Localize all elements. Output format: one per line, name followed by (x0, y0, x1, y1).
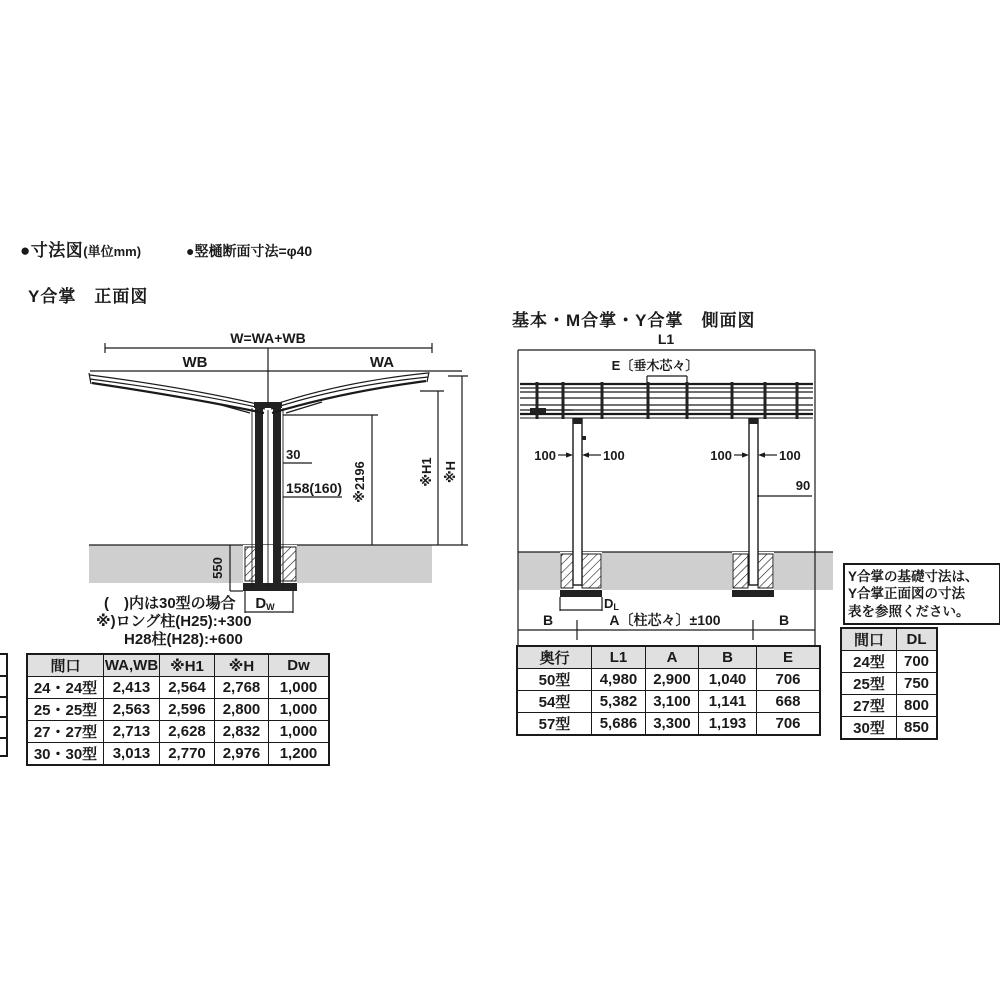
front-note-3: H28柱(H28):+600 (124, 631, 243, 648)
front-roof (89, 372, 429, 413)
front-dimension-table (26, 653, 330, 766)
col-header: ※H1 (160, 654, 215, 677)
table-row (841, 673, 937, 695)
side-dim-bab (518, 612, 815, 640)
front-dim-dw (245, 591, 293, 613)
dim-label-h1: ※H1 (419, 457, 434, 487)
col-header: WA,WB (104, 654, 160, 677)
table-cell: 27・27型 (27, 721, 104, 743)
table-cell: 2,596 (160, 699, 215, 721)
dim-label-w: W=WA+WB (230, 330, 306, 346)
table-cell: 2,770 (160, 743, 215, 766)
table-row (841, 651, 937, 673)
table-row (517, 713, 820, 736)
side-view-title: 基本・M合掌・Y合掌 側面図 (512, 311, 756, 330)
table-cell: 2,713 (104, 721, 160, 743)
table-cell: 2,800 (215, 699, 269, 721)
table-cell: 2,768 (215, 677, 269, 699)
front-dim-post (283, 447, 342, 497)
table-cell: 25・25型 (27, 699, 104, 721)
note-box-line: Y合掌正面図の寸法 (848, 586, 966, 602)
front-note-2: ※)ロング柱(H25):+300 (96, 613, 252, 630)
table-cell: 750 (897, 673, 938, 695)
table-cell: 1,193 (699, 713, 757, 736)
dim-label-90: 90 (795, 478, 811, 493)
table-cell: 50型 (517, 669, 592, 691)
col-header: 奥行 (517, 646, 592, 669)
table-cell: 800 (897, 695, 938, 717)
gutter-bracket (530, 408, 546, 413)
dim-label-l1: L1 (657, 331, 675, 347)
table-row (27, 677, 329, 699)
table-row (27, 699, 329, 721)
table-cell: 2,564 (160, 677, 215, 699)
side-dim-e (612, 358, 699, 384)
side-dim-90 (757, 478, 812, 496)
dim-label-100: 100 (779, 448, 801, 463)
table-row (27, 721, 329, 743)
table-cell: 30型 (841, 717, 897, 740)
dim-label-b-right: B (778, 612, 790, 628)
table-cell: 3,300 (646, 713, 699, 736)
col-header: Dw (269, 654, 330, 677)
foundation-note-box (843, 563, 1000, 625)
col-header: DL (897, 628, 938, 651)
table-cell: 668 (757, 691, 821, 713)
table-header-row (517, 646, 820, 669)
dim-label-dl: DL (604, 596, 619, 612)
table-cell: 706 (757, 713, 821, 736)
dim-label-h: ※H (443, 460, 458, 484)
dim-label-dw: DW (255, 595, 275, 612)
col-header: 間口 (27, 654, 104, 677)
table-row (517, 669, 820, 691)
table-cell: 1,200 (269, 743, 330, 766)
dim-label-2196: ※2196 (352, 461, 367, 503)
downpipe-note: ●竪樋断面寸法=φ40 (186, 243, 313, 259)
unit-note-main: ●寸法図 (20, 241, 84, 260)
table-row (841, 695, 937, 717)
dim-label-100: 100 (534, 448, 556, 463)
table-cell: 2,976 (215, 743, 269, 766)
side-dimension-table (516, 645, 821, 736)
table-row (841, 717, 937, 740)
dim-label-wa: WA (369, 354, 395, 371)
table-cell: 2,832 (215, 721, 269, 743)
table-cell: 706 (757, 669, 821, 691)
table-cell: 24型 (841, 651, 897, 673)
table-cell: 57型 (517, 713, 592, 736)
table-cell: 5,382 (592, 691, 646, 713)
table-header-row (841, 628, 937, 651)
col-header: ※H (215, 654, 269, 677)
col-header: E (757, 646, 821, 669)
front-dim-h (443, 376, 468, 545)
cropped-table-fragment (0, 653, 8, 757)
table-header-row (27, 654, 329, 677)
col-header: B (699, 646, 757, 669)
table-cell: 1,000 (269, 699, 330, 721)
table-cell: 54型 (517, 691, 592, 713)
side-dim-l1 (518, 331, 815, 645)
side-dim-dl (560, 596, 619, 612)
table-cell: 2,563 (104, 699, 160, 721)
front-view-title: Y合掌 正面図 (28, 287, 149, 306)
front-note-1: ( )内は30型の場合 (104, 595, 236, 612)
table-cell: 25型 (841, 673, 897, 695)
side-roof (520, 382, 813, 419)
dim-label-a: A〔柱芯々〕±100 (609, 612, 721, 628)
table-cell: 1,000 (269, 721, 330, 743)
dim-label-b-left: B (542, 612, 554, 628)
note-box-line: Y合掌の基礎寸法は、 (848, 569, 979, 584)
table-cell: 850 (897, 717, 938, 740)
dim-label-30: 30 (286, 447, 301, 462)
table-row (517, 691, 820, 713)
col-header: 間口 (841, 628, 897, 651)
dim-label-100: 100 (603, 448, 625, 463)
unit-note-sub: (単位mm) (83, 244, 142, 259)
table-cell: 1,141 (699, 691, 757, 713)
dim-label-e: E〔垂木芯々〕 (611, 358, 699, 373)
table-cell: 5,686 (592, 713, 646, 736)
table-cell: 1,000 (269, 677, 330, 699)
note-box-line: 表を参照ください。 (848, 603, 970, 619)
unit-note (20, 236, 141, 261)
table-cell: 4,980 (592, 669, 646, 691)
table-cell: 2,628 (160, 721, 215, 743)
dim-label-550: 550 (210, 557, 225, 579)
dl-dimension-table (840, 627, 938, 740)
dim-label-wb: WB (182, 354, 208, 371)
front-dim-h1 (419, 391, 444, 545)
dim-label-158: 158(160) (286, 480, 343, 496)
table-cell: 3,100 (646, 691, 699, 713)
table-cell: 1,040 (699, 669, 757, 691)
table-cell: 2,413 (104, 677, 160, 699)
table-cell: 3,013 (104, 743, 160, 766)
table-row (27, 743, 329, 766)
col-header: L1 (592, 646, 646, 669)
dim-label-100: 100 (710, 448, 732, 463)
col-header: A (646, 646, 699, 669)
table-cell: 27型 (841, 695, 897, 717)
front-foundation (243, 545, 297, 591)
table-cell: 30・30型 (27, 743, 104, 766)
table-cell: 2,900 (646, 669, 699, 691)
front-dim-width (90, 330, 462, 406)
table-cell: 24・24型 (27, 677, 104, 699)
table-cell: 700 (897, 651, 938, 673)
front-view-drawing (0, 320, 500, 660)
